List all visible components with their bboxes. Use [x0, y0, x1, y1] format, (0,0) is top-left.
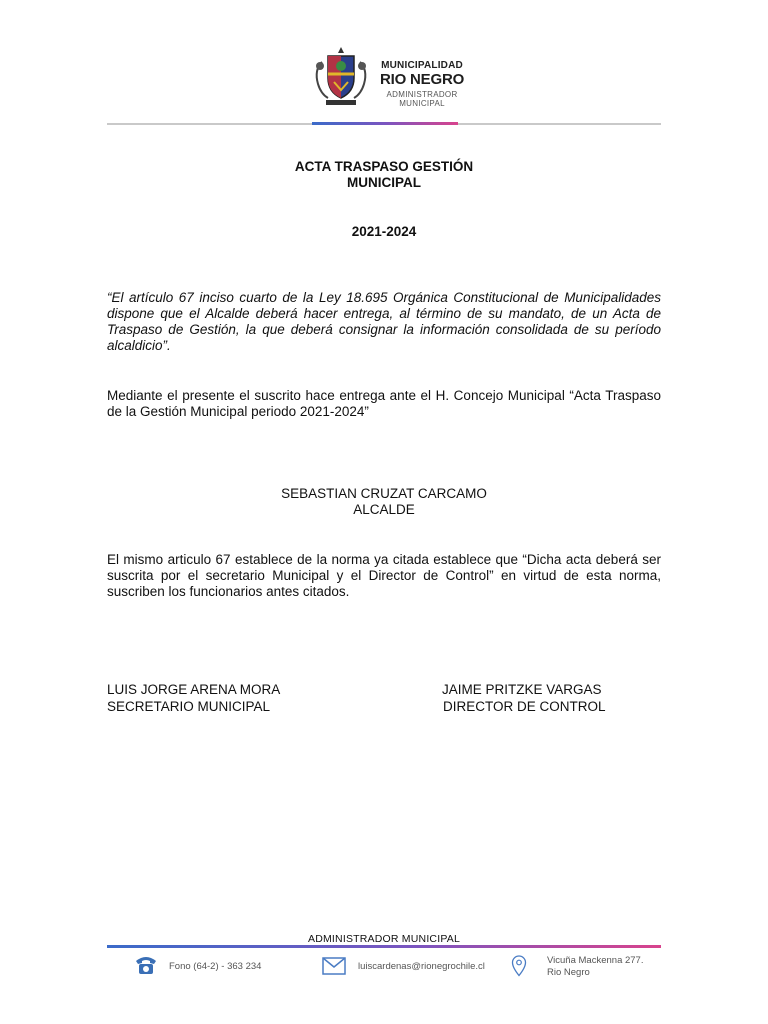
envelope-icon	[322, 957, 346, 980]
footer-label: ADMINISTRADOR MUNICIPAL	[308, 933, 460, 945]
footer-email: luiscardenas@rionegrochile.cl	[358, 961, 485, 972]
document-title-line2: MUNICIPAL	[347, 175, 421, 190]
header-accent-bar	[312, 122, 458, 125]
signer2-name: JAIME PRITZKE VARGAS	[442, 682, 602, 697]
document-period: 2021-2024	[351, 224, 417, 239]
signer2-title: DIRECTOR DE CONTROL	[443, 699, 606, 714]
municipal-crest-icon	[308, 44, 374, 108]
logo-line3: ADMINISTRADOR	[386, 90, 458, 99]
footer-address-line1: Vicuña Mackenna 277.	[547, 955, 644, 966]
footer-address-line2: Rio Negro	[547, 967, 590, 978]
legal-quote: “El artículo 67 inciso cuarto de la Ley 18.695 Orgánica Constitucional de Municipalidades dispone que el Alcalde deberá hacer entrega, al término de su mandato, de un Acta de Traspaso de Gestión, la que deberá consignar la información consolidada de su período alcaldicio”.	[107, 290, 661, 353]
phone-icon	[134, 955, 158, 980]
footer-phone: Fono (64-2) - 363 234	[169, 961, 262, 972]
intro-paragraph: Mediante el presente el suscrito hace entrega ante el H. Concejo Municipal “Acta Traspaso de la Gestión Municipal periodo 2021-2024”	[107, 388, 661, 419]
logo-line2: RIO NEGRO	[380, 71, 465, 88]
footer-divider	[107, 945, 661, 948]
mayor-name: SEBASTIAN CRUZAT CARCAMO	[281, 486, 487, 501]
mayor-title: ALCALDE	[353, 502, 415, 517]
municipality-logo-text	[380, 60, 464, 108]
document-title-line1: ACTA TRASPASO GESTIÓN	[294, 159, 474, 174]
logo-line4: MUNICIPAL	[399, 99, 445, 108]
location-pin-icon	[511, 955, 527, 982]
logo-line1: MUNICIPALIDAD	[381, 60, 463, 71]
signer1-name: LUIS JORGE ARENA MORA	[107, 682, 281, 697]
article-paragraph: El mismo articulo 67 establece de la norma ya citada establece que “Dicha acta deberá ser suscrita por el secretario Municipal y el Director de Control” en virtud de esta norma, suscriben los funcionarios antes citados.	[107, 552, 661, 599]
signer1-title: SECRETARIO MUNICIPAL	[107, 699, 271, 714]
